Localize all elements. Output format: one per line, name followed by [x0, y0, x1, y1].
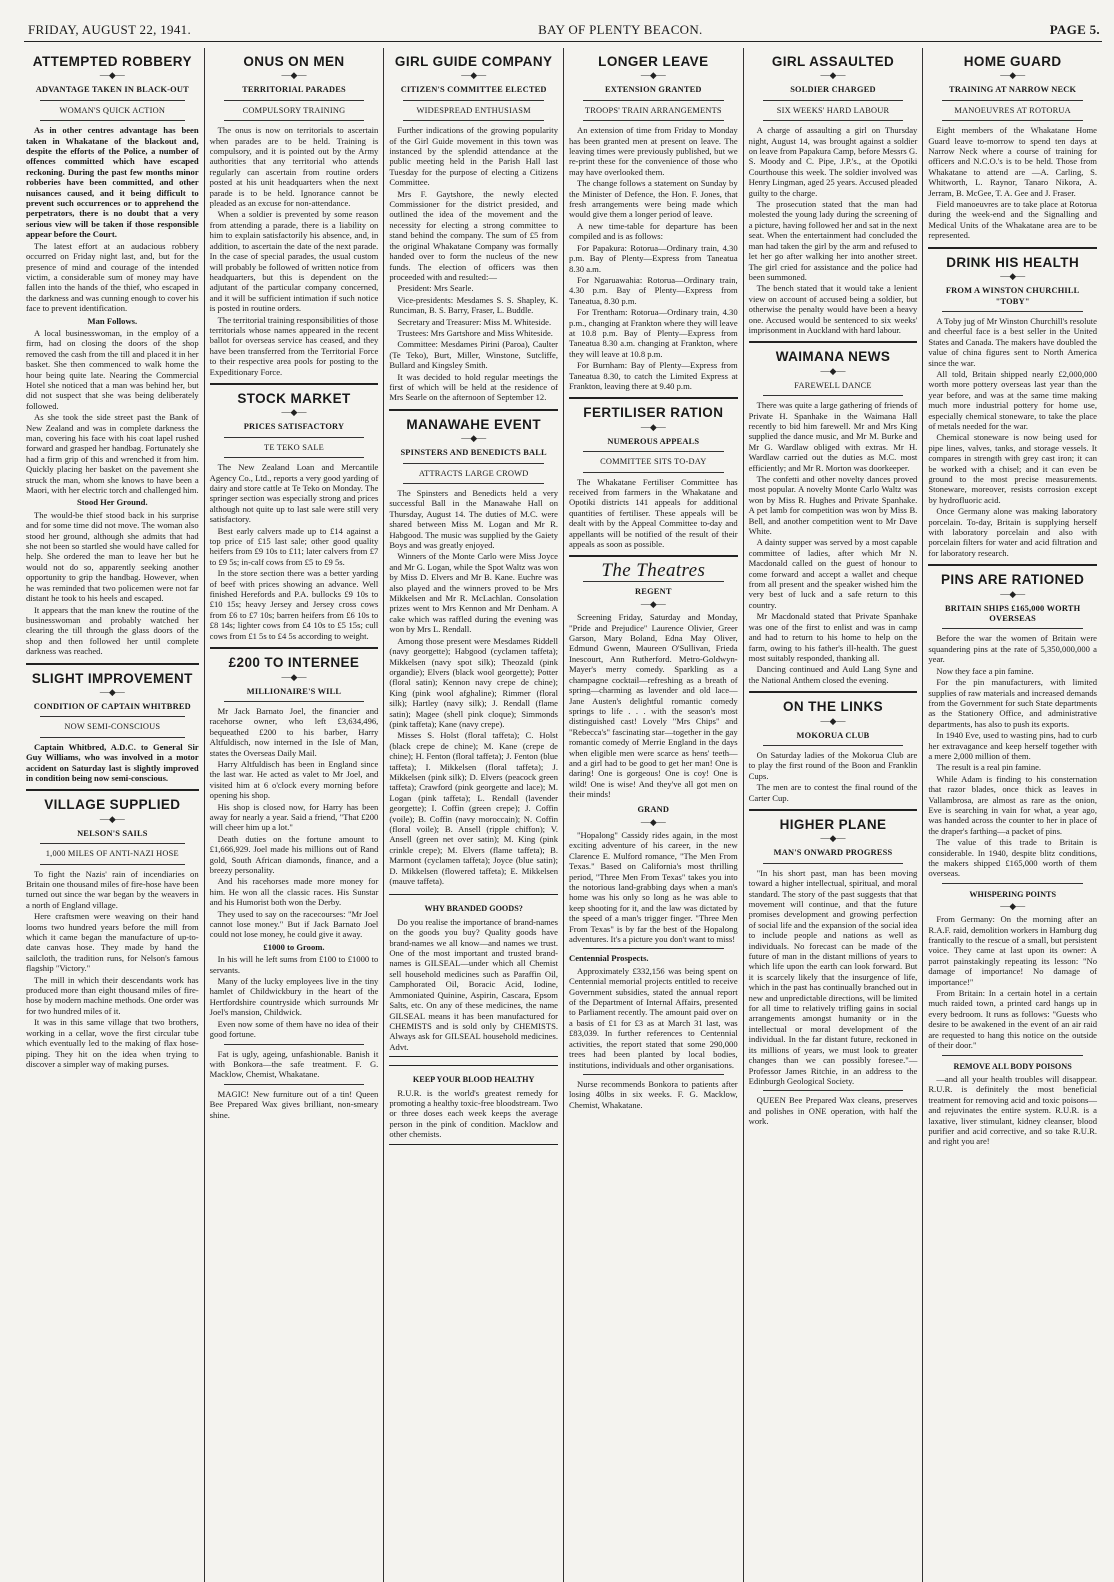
divider — [942, 883, 1083, 884]
ornament: —◆— — [1000, 588, 1026, 599]
ad-headline: KEEP YOUR BLOOD HEALTHY — [412, 1075, 535, 1085]
paragraph: They used to say on the racecourses: "Mr Joel cannot lose money." But if Jack Barnato Joel could not lose money, he could give it away. — [209, 908, 379, 940]
divider — [942, 100, 1083, 101]
advertisement-branded-goods — [389, 894, 558, 1057]
deck: MAN'S ONWARD PROGRESS — [773, 848, 893, 858]
column-5 — [743, 48, 923, 1582]
ornament: —◆— — [1000, 70, 1026, 81]
paragraph: Vice-presidents: Mesdames S. S. Shapley, K. Runciman, B. S. Barry, Fraser, L. Buddle. — [389, 294, 558, 316]
headline: ON THE LINKS — [782, 699, 884, 715]
divider — [40, 737, 185, 738]
divider — [403, 483, 544, 484]
divider — [40, 120, 185, 121]
advertisement-body-poisons — [928, 1062, 1097, 1147]
article-centennial-prospects — [569, 953, 738, 1069]
column-3 — [383, 48, 563, 1582]
deck: TRAINING AT NARROW NECK — [949, 85, 1077, 95]
newspaper-title: BAY OF PLENTY BEACON. — [538, 22, 703, 37]
paragraph: Screening Friday, Saturday and Monday, "Pride and Prejudice" Laurence Olivier, Greer Garson, Mary Boland, Edna May Oliver, Edmund Gwenn, Maureen O'Sullivan, Frieda Inescourt, Ann Rutherford. Metro-Goldwyn-Mayer's merry comedy. Sparkling as a champagne cocktail—refreshing as a breath of spring—charming as lavender and old lace—Jane Austen's delightful romantic comedy springs to life . . . with the season's most distinguished cast! Lovely "Mrs Chips" and "Rebecca's" fascinating star—together in the gay romantic comedy of Merrie England in the days when eligible men were scarce as hens' teeth—and a girl had to be good to get her man! One is daring! One is gorgeous! One is coy! One is wild! One is wise! And they've all got men on their minds! — [569, 612, 738, 800]
paragraph: A new time-table for departure has been compiled and is as follows: — [569, 220, 738, 242]
deck: NUMEROUS APPEALS — [607, 436, 700, 446]
deck: WOMAN'S QUICK ACTION — [59, 105, 166, 115]
subheading: Man Follows. — [87, 315, 138, 326]
deck: NELSON'S SAILS — [77, 828, 148, 838]
ad-headline: WHY BRANDED GOODS? — [424, 904, 523, 914]
paragraph: Mrs F. Gaytshore, the newly elected Commissioner for the district presided, and outlined the idea of the movement and the necessity for electing a strong committee to stand behind the company. The sum of £5 from the original Whakatane Company was formally handed over to form the nucleus of the new funds. The election of officers was then proceeded with and resulted:— — [389, 188, 558, 282]
ornament: —◆— — [820, 833, 846, 844]
subheading: Centennial Prospects. — [569, 953, 649, 964]
paragraph: It was in this same village that two brothers, working in a cellar, wove the first circular tube which eventually led to the making of flax hose-piping. They hit on the idea when trying to discover a simpler way of making purses. — [26, 1017, 199, 1069]
ornament: —◆— — [1000, 901, 1026, 912]
paragraph: In the store section there was a better yarding of beef with prices showing an advance. Well finished Herefords and P.A. bullocks £9 10s to £10 15s; heavy Jersey and Jersey cross cows from £6 to £7 10s; barren heifers from £6 10s to £8 14s; lighter cows from £4 10s to £5 15s; cull cows from £1 5s to £4 5s according to weight. — [209, 568, 379, 641]
paragraph: Many of the lucky employees live in the tiny hamlet of Childwickbury in the heart of the Hertfordshire countryside which surrounds Mr Joel's mansion, Childwick. — [209, 976, 379, 1018]
ornament: —◆— — [640, 816, 666, 827]
article-pins-are-rationed — [928, 572, 1097, 879]
ad-text: —and all your health troubles will disappear. R.U.R. is definitely the most beneficial treatment for removing acid and toxic poisons—and rejuvinates the entire system. R.U.R. is a laxative, liver stimulant, kidney cleanser, blood purifier and acid corrective, and so take R.U.R. and right you are! — [928, 1073, 1097, 1147]
article-longer-leave — [569, 54, 738, 391]
divider — [224, 100, 365, 101]
paragraph: As she took the side street past the Bank of New Zealand and was in complete darkness the man, covering his face with his coat lapel rushed forward and grasped her handbag. Fortunately she had a firm grip of this and wrenched it from him. Quickly placing her basket on the pavement she struck the man, whom she knows to have been a Maori, with her electric torch and challenged him. — [26, 412, 199, 496]
paragraph: The change follows a statement on Sunday by the Minister of Defence, the Hon. F. Jones, that fresh arrangements were being made which would give them a longer period of leave. — [569, 178, 738, 220]
ornament: —◆— — [640, 421, 666, 432]
ad-text: Do you realise the importance of brand-names on the goods you buy? Quality goods have brand-names we all know—and names we trust. One of the most important and trusted brand-names is GILSEAL—under which all Chemist sell household medicines such as Paraffin Oil, Camphorated Oil, Boracic Acid, Iodine, Ammoniated Quinine, Aspirin, Cascara, Epsom Salts, etc. On any of these medicines, the name GILSEAL means it has been manufactured for CHEMISTS and is sold only by CHEMISTS. Always ask for GILSEAL household medicines. Advt. — [389, 916, 558, 1052]
advertisement: QUEEN Bee Prepared Wax cleans, preserves and polishes in ONE operation, with half the work. — [748, 1095, 918, 1127]
divider — [224, 457, 365, 458]
divider — [583, 948, 724, 949]
deck: SOLDIER CHARGED — [790, 85, 876, 95]
deck: 1,000 MILES OF ANTI-NAZI HOSE — [45, 849, 179, 859]
deck: ATTRACTS LARGE CROWD — [418, 468, 529, 478]
deck: SPINSTERS AND BENEDICTS BALL — [400, 448, 547, 458]
ornament: —◆— — [461, 70, 487, 81]
headline: The Theatres — [601, 560, 706, 582]
ornament: —◆— — [281, 70, 307, 81]
column-rule — [569, 555, 738, 557]
divider — [763, 120, 904, 121]
paragraph: Mr Jack Barnato Joel, the financier and racehorse owner, who left £3,634,496, bequeathed £200 to his barber, Harry Altfuldisch, now interned in the Isle of Man, states the Overseas Daily Mail. — [209, 705, 379, 758]
headline: FERTILISER RATION — [583, 405, 724, 421]
column-rule — [569, 397, 738, 399]
ornament: —◆— — [281, 407, 307, 418]
column-rule — [210, 383, 379, 385]
paragraph: "Hopalong" Cassidy rides again, in the most exciting adventure of his career, in the new Clarence E. Mulford romance, "The Men From Texas." Based on California's most thrilling period, "Three Men From Texas" takes you into the notorious land-grabbing days when a man's home was his only so long as he was able to keep shooting for it, and the law was dictated by the speed of a man's trigger finger. "Three Men From Texas" is by far the best of the Hopalong adventures. It's a picture you don't want to miss! — [569, 829, 738, 945]
deck: BRITAIN SHIPS £165,000 WORTH OVERSEAS — [945, 603, 1081, 624]
article-on-the-links — [748, 699, 918, 803]
divider — [942, 311, 1083, 312]
article-village-supplied — [26, 797, 199, 1069]
advertisement: Fat is ugly, ageing, unfashionable. Banish it with Bonkora—the safe treatment. F. G. Macklow, Chemist, Whakatane. — [209, 1048, 379, 1080]
paragraph: The Whakatane Fertiliser Committee has received from farmers in the Whakatane and Opotiki districts 141 appeals for additional quantities of fertiliser. These appeals will be dealt with by the Appeal Committee to-day and appellants will be notified of the result of their appeals as soon as possible. — [569, 476, 738, 550]
paragraph: Harry Altfuldisch has been in England since the last war. He acted as valet to Mr Joel, and visited him at 6 o'clock every morning before opening his shop. — [209, 758, 379, 801]
article-whispering-points — [928, 890, 1097, 1051]
headline: ATTEMPTED ROBBERY — [32, 54, 192, 69]
paragraph: A dainty supper was served by a most capable committee of ladies, after which Mr N. Macdonald called on the guest of honour to come forward and accept a wallet and cheque from all present and the speaker wished him the very best of luck and a safe return to this country. — [748, 537, 918, 610]
headline: HOME GUARD — [963, 54, 1062, 69]
paragraph: It appears that the man knew the routine of the businesswoman and probably watched her clearing the till through the glass doors of the shop and then followed her until complete darkness was reached. — [26, 604, 199, 657]
paragraph: For Trentham: Rotorua—Ordinary train, 4.30 p.m., changing at Frankton where they will leave at 10.8 p.m. Bay of Plenty—Express from Taneatua 8.30 a.m. changing at Frankton, where they will leave at 10.8 p.m. — [569, 307, 738, 359]
paragraph: "In his short past, man has been moving toward a higher intellectual, spiritual, and moral standard. The story of the past suggests that that movement will continue, and that the future promises development and growing perfection of social life and the expansion of the social idea to include people and nations as well as individuals. No forecast can be made of the future of man in the distant millions of years to which life upon the earth can look forward. But it is scarcely likely that the insurgence of life, which in the past has continually branched out in new and unpredictable directions, will be limited for all time to relatively trifling gains in social arrangements amongst humanity or in the intellectual or moral development of the individual. In the far distant future, reckoned in its millions of years, we must look to greater changes than we can possibly foresee."—Professor James Ritchie, in an address to the Edinburgh Geological Society. — [748, 867, 918, 1086]
paragraph: The onus is now on territorials to ascertain when parades are to be held. Training is compulsory, and it is pointed out by the Army authorities that any territorial who attends regularly can ascertain from routine orders posted at his unit headquarters when the next parade is to be held. Ignorance cannot be pleaded as an excuse for non-attendance. — [209, 125, 379, 209]
headline: HIGHER PLANE — [779, 816, 887, 832]
ornament: —◆— — [640, 70, 666, 81]
paragraph: Death duties on the fortune amount to £1,666,929. Joel made his millions out of Rand gold, South African diamonds, finance, and a breezy personality. — [209, 833, 379, 875]
paragraph: His shop is closed now, for Harry has been away for nearly a year. Said a friend, "That £200 will cheer him up a lot." — [209, 801, 379, 833]
paragraph: The bench stated that it would take a lenient view on account of accused being a soldier, but otherwise the penalty would have been a heavy one. Accused would be sentenced to six weeks' imprisonment in Auckland with hard labour. — [748, 283, 918, 335]
ad-headline: REMOVE ALL BODY POISONS — [953, 1061, 1072, 1071]
deck: EXTENSION GRANTED — [604, 85, 702, 95]
paragraph: On Saturday ladies of the Mokorua Club are to play the first round of the Boon and Franklin Cups. — [748, 749, 918, 781]
headline: SLIGHT IMPROVEMENT — [31, 670, 193, 686]
divider — [224, 120, 365, 121]
paragraph: A local businesswoman, in the employ of a firm, had on closing the doors of the shop removed the cash from the till and placed it in her basket. She then commenced to walk home the hour being quite late. Nearing the Commercial Hotel she noticed that a man was behind her, but did not suspect that she was being deliberately followed. — [26, 327, 199, 411]
advertisement: Nurse recommends Bonkora to patients after losing 40lbs in six weeks. F. G. Macklow, Chemist, Whakatane. — [569, 1078, 738, 1110]
ornament: —◆— — [640, 599, 666, 610]
divider — [403, 120, 544, 121]
paragraph: Winners of the Monte Carlo were Miss Joyce and Mr G. Logan, while the Spot Waltz was won by Miss D. Elvers and Mr B. Kane. Euchre was also played and the winners proved to be Mrs Mikkelsen and Mr R. McLachlan. Consolation prizes went to Mrs Kennon and Mr Denham. A cake which was raffled during the evening was won by Mrs L. Rendall. — [389, 551, 558, 635]
headline: WAIMANA NEWS — [775, 349, 891, 365]
paragraph: For Ngaruawahia: Rotorua—Ordinary train, 4.30 p.m. Bay of Plenty—Express from Taneatua, 8.30 p.m. — [569, 274, 738, 306]
headline: ONUS ON MEN — [243, 54, 345, 69]
paragraph: When a soldier is prevented by some reason from attending a parade, there is a liability on him to explain satisfactorily his absence, and, in addition, to ascertain the date of the next parade. In the case of special parades, the usual custom will probably be followed of written notice from headquarters, but this is dependent on the adjutant of the particular company concerned, and it will be sufficient intimation if such notice is posted in routine orders. — [209, 209, 379, 314]
divider — [40, 843, 185, 844]
column-rule — [749, 809, 918, 811]
divider — [403, 100, 544, 101]
deck: TERRITORIAL PARADES — [242, 85, 346, 95]
deck: MANOEUVRES AT ROTORUA — [954, 105, 1071, 115]
deck: ADVANTAGE TAKEN IN BLACK-OUT — [35, 85, 189, 95]
paragraph: Best early calvers made up to £14 against a top price of £15 last sale; other good quality heifers from £9 10s to £11; later calvers from £7 to £9 5s; in-calf cows from £5 to £9 5s. — [209, 525, 379, 567]
divider — [763, 1090, 904, 1091]
advertisement: MAGIC! New furniture out of a tin! Queen Bee Prepared Wax gives brilliant, non-smeary shine. — [209, 1088, 379, 1120]
subheading: £1000 to Groom. — [263, 941, 325, 952]
headline: DRINK HIS HEALTH — [946, 254, 1080, 270]
ornament: —◆— — [281, 671, 307, 682]
deck: MOKORUA CLUB — [796, 730, 870, 740]
page-number: PAGE 5. — [1049, 22, 1100, 37]
paragraph: Here craftsmen were weaving on their hand looms two hundred years before the mill from which it came began the manufacture of up-to-date canvas hose. They made by hand the sailcloth, the tradition runs, for Nelson's famous flagship "Victory." — [26, 911, 199, 974]
paragraph: The would-be thief stood back in his surprise and for some time did not move. The woman also stood her ground, although she admits that had she not been so startled she would have called for help. She ordered the man to leave her but he would not do so, apparently seeking another opportunity to grip the handbag. However, when he was reminded that two policemen were not far distant he took to his heels and escaped. — [26, 509, 199, 604]
article-the-theatres — [569, 560, 738, 945]
deck: NOW SEMI-CONSCIOUS — [64, 722, 161, 732]
divider — [224, 1044, 365, 1045]
divider — [583, 100, 724, 101]
paragraph: Mr Macdonald stated that Private Spanhake was one of the first to enlist and was in camp and had to return to his home to help on the farm, owing to his father's ill-health. The guest most suitably responded, thanking all. — [748, 611, 918, 663]
article-waimana-news — [748, 349, 918, 685]
column-rule — [26, 663, 199, 665]
article-attempted-robbery — [26, 54, 199, 657]
paragraph: There was quite a large gathering of friends of Private H. Spanhake in the Waimana Hall recently to bid him farewell. Mr and Mrs King supplied the dance music, and Mr M. Burke and Mr G. Wardlaw obliged with extras. Mr H. Wardlaw carried out the duties as M.C. most efficiently; and Mr R. Morton was doorkeeper. — [748, 400, 918, 473]
article-girl-assaulted — [748, 54, 918, 335]
ornament: —◆— — [461, 433, 487, 444]
deck: MILLIONAIRE'S WILL — [246, 686, 342, 696]
paragraph: The New Zealand Loan and Mercantile Agency Co., Ltd., reports a very good yarding of dairy and store cattle at Te Teko on Monday. The springer section was especially strong and prices although not quite up to last sale were still very satisfactory. — [209, 462, 379, 525]
divider — [583, 451, 724, 452]
paragraph: An extension of time from Friday to Monday has been granted men at present on leave. The leaving times were previously published, but we re-print these for the convenience of those who may have overlooked them. — [569, 125, 738, 177]
paragraph: The confetti and other novelty dances proved most popular. A novelty Monte Carlo Waltz was won by Miss R. Hughes and Private Spanhake. A pet lamb for competition was won by Miss B. Bell, and another competition went to Mr Dave White. — [748, 474, 918, 537]
divider — [942, 120, 1083, 121]
paragraph: The mill in which their descendants work has produced more than eight thousand miles of fire-hose by modern machine methods. One order was for two hundred miles of it. — [26, 974, 199, 1016]
paragraph: It was decided to hold regular meetings the first of which will be held at the residence of Mrs Searle on the afternoon of September 12. — [389, 371, 558, 403]
divider — [763, 395, 904, 396]
ornament: —◆— — [820, 365, 846, 376]
columns — [24, 48, 1102, 1582]
paragraph: The result is a real pin famine. — [936, 762, 1042, 773]
column-6 — [922, 48, 1102, 1582]
ornament: —◆— — [820, 715, 846, 726]
headline: GIRL ASSAULTED — [771, 54, 895, 69]
article-home-guard — [928, 54, 1097, 241]
headline: VILLAGE SUPPLIED — [44, 797, 181, 813]
deck: TE TEKO SALE — [264, 442, 324, 452]
column-rule — [749, 691, 918, 693]
divider — [763, 100, 904, 101]
divider — [224, 701, 365, 702]
masthead — [24, 22, 1102, 42]
divider — [403, 463, 544, 464]
paragraph: For Papakura: Rotorua—Ordinary train, 4.30 p.m. Bay of Plenty—Express from Taneatua 8.30 a.m. — [569, 242, 738, 274]
headline: PINS ARE RATIONED — [941, 572, 1085, 588]
deck: COMPULSORY TRAINING — [242, 105, 346, 115]
column-2 — [204, 48, 384, 1582]
lead-paragraph: Captain Whitbred, A.D.C. to General Sir Guy Williams, who was involved in a motor accident on Saturday last is slightly improved in condition being now semi-conscious. — [26, 741, 199, 783]
paragraph: The latest effort at an audacious robbery occurred on Friday night last, and, but for the presence of mind and courage of the intended victim, a considerable sum of money may have fallen into the hands of the thief, who escaped in the darkness and was cunning enough to cover his face to prevent identification. — [26, 240, 199, 314]
paragraph: The territorial training responsibilities of those territorials whose names appeared in the recent ballot for overseas service has ceased, and they have been transferred from the Territorial Force to their respective area pools for posting to the Expeditionary Force. — [209, 314, 379, 377]
divider — [224, 437, 365, 438]
ornament: —◆— — [1000, 271, 1026, 282]
deck: FAREWELL DANCE — [794, 380, 872, 390]
advertisement-blood-healthy — [389, 1065, 558, 1144]
deck: FROM A WINSTON CHURCHILL "TOBY" — [945, 286, 1080, 306]
divider — [224, 1084, 365, 1085]
paragraph: A Toby jug of Mr Winston Churchill's resolute and cheerful face is a best seller in the United States and Canada. The makers have doubled the value of china figures sent to North America since the war. — [928, 315, 1097, 368]
headline: £200 TO INTERNEE — [228, 655, 360, 671]
paragraph: President: Mrs Searle. — [397, 283, 474, 294]
headline: MANAWAHE EVENT — [406, 416, 541, 432]
column-rule — [210, 647, 379, 649]
divider — [763, 863, 904, 864]
column-rule — [389, 409, 558, 411]
ornament: —◆— — [820, 70, 846, 81]
deck: TROOPS' TRAIN ARRANGEMENTS — [584, 105, 722, 115]
paragraph: Chemical stoneware is now being used for pipe lines, valves, tanks, and storage vessels. It compares in strength with grey cast iron; it can be worked with a chisel; and it can even be ground to the most precise measurements. Stoneware, moreover, resists corrosion except by hydrofluoric acid. — [928, 432, 1097, 505]
paragraph: The men are to contest the final round of the Carter Cup. — [748, 782, 918, 803]
article-fertiliser-ration — [569, 405, 738, 550]
article-girl-guide-company — [389, 54, 558, 403]
lead-paragraph: As in other centres advantage has been taken in Whakatane of the blackout and, despite the efforts of the Police, a number of offences committed which have escaped reckoning. During the past few months minor robberies have been committed, and other nuisances caused, and it being difficult to prevent such occurrences or to apprehend the perpetrators, there is no doubt that a very serious view will be taken if those responsible appear before the Court. — [26, 125, 199, 240]
divider — [40, 100, 185, 101]
column-rule — [928, 247, 1097, 249]
column-rule — [26, 789, 199, 791]
paragraph: Committee: Mesdames Pirini (Paroa), Caulter (Te Teko), Burt, Miller, Winstone, Sutcliffe, Bullard and Kingsley Smith. — [389, 339, 558, 371]
headline: GIRL GUIDE COMPANY — [394, 54, 553, 69]
deck: REGENT — [635, 586, 672, 596]
article-200-to-internee — [209, 655, 379, 1040]
column-rule — [749, 341, 918, 343]
paragraph: And his racehorses made more money for him. He won all the classic races. His Sunstar and his Humorist both won the Derby. — [209, 876, 379, 908]
paragraph: Even now some of them have no idea of their good fortune. — [209, 1018, 379, 1040]
headline: LONGER LEAVE — [598, 54, 709, 69]
paragraph: The value of this trade to Britain is considerable. In 1940, despite blitz conditions, the makers shipped £165,000 worth of them overseas. — [928, 837, 1097, 879]
issue-date: FRIDAY, AUGUST 22, 1941. — [28, 22, 191, 37]
ornament: —◆— — [99, 686, 125, 697]
headline: STOCK MARKET — [237, 390, 351, 406]
paragraph: From Germany: On the morning after an R.A.F. raid, demolition workers in Hamburg dug frantically to the rescue of a small, but persistent voice. They came at last upon its owner: A parrot painstakingly repeating its lesson: "No damage of importance! No damage of importance!" — [928, 914, 1097, 987]
ad-text: R.U.R. is the world's greatest remedy for promoting a healthy toxic-free bloodstream. Two or three doses each week keeps the average person in the pink of condition. Macklow and other chemists. — [389, 1087, 559, 1140]
paragraph: A charge of assaulting a girl on Thursday night, August 14, was brought against a soldier on leave from Papakura Camp, before Messrs G. S. Moody and C. Pipe, J.P.'s., at the Opotiki Courthouse this week. The soldier involved was Henry Lingman, aged 25 years. Accused pleaded guilty to the charge. — [748, 125, 918, 198]
deck: PRICES SATISFACTORY — [243, 422, 345, 432]
divider — [583, 472, 724, 473]
paragraph: The Spinsters and Benedicts held a very successful Ball in the Manawahe Hall on Thursday, August 14. The duties of M.C. were shared between Miss M. Logan and Mr R. Habgood. The music was supplied by the Gaiety Boys and was greatly enjoyed. — [389, 488, 558, 551]
article-onus-on-men — [209, 54, 379, 377]
paragraph: Misses S. Holst (floral taffeta); C. Holst (black crepe de chine); M. Kane (crepe de chine); H. Fenton (floral taffeta); J. Fenton (blue taffeta); I. Mikkelsen (floral taffeta); J. Mikkelsen (pink silk); D. Elvers (peacock green taffeta); Crawford (pink georgette and lace); M. Logan (pink taffeta); L. Rendall (lavender georgette); I. Coffin (green crepe); J. Coffin (voile); B. Coffin (navy moroccain); N. Coffin (floral voile); B. Ansell (ripple chiffon); V. Ansell (green net over satin); M. King (pink crinkle crepe); M. Elvers (flame taffeta); B. Marmont (cyclamen taffeta); Joyce (blue satin); D. Mikkelsen (flowered taffeta); E. Mikkelsen (mauve taffeta). — [389, 730, 558, 887]
column-rule — [928, 564, 1097, 566]
paragraph: In his will he left sums from £100 to £1000 to servants. — [209, 954, 379, 975]
deck: CONDITION OF CAPTAIN WHITBRED — [33, 701, 191, 711]
divider — [942, 628, 1083, 629]
paragraph: Further indications of the growing popularity of the Girl Guide movement in this town was instanced by the splendid attendance at the public meeting held in the Parish Hall last Tuesday for the purpose of electing a Citizens Committee. — [389, 125, 558, 188]
subheading: Stood Her Ground. — [77, 497, 148, 508]
paragraph: In 1940 Eve, used to wasting pins, had to curb her extravagance and keep herself together with a mere 2,000 million of them. — [928, 730, 1097, 761]
paragraph: Before the war the women of Britain were squandering pins at the rate of 5,350,000,000 a year. — [928, 633, 1097, 665]
divider — [583, 120, 724, 121]
divider — [763, 745, 904, 746]
headline: WHISPERING POINTS — [969, 889, 1056, 899]
article-higher-plane — [748, 816, 918, 1086]
column-1 — [24, 48, 204, 1582]
paragraph: Dancing continued and Auld Lang Syne and the National Anthem closed the evening. — [748, 664, 918, 685]
paragraph: To fight the Nazis' rain of incendiaries on Britain one thousand miles of fire-hose have been turned out since the war began by the weavers in a north of England village. — [26, 868, 199, 910]
paragraph: While Adam is finding to his consternation that razor blades, once thick as leaves in Vallambrosa, are almost as rare as the onion, Eve is searching in vain for what, a year ago, was handed across the counter to her in place of the draper's farthing—a packet of pins. — [928, 773, 1097, 836]
deck: CITIZEN'S COMMITTEE ELECTED — [400, 85, 547, 95]
article-manawahe-event — [389, 416, 558, 887]
deck: WIDESPREAD ENTHUSIASM — [416, 105, 531, 115]
paragraph: For Burnham: Bay of Plenty—Express from Taneatua 8.30, to catch the Limited Express at Frankton, leaving there at 9.40 p.m. — [569, 360, 738, 391]
ornament: —◆— — [99, 70, 125, 81]
paragraph: Approximately £332,156 was being spent on Centennial memorial projects entitled to receive Government subsidies, stated the annual report of the Department of Internal Affairs, presented to Parliament recently. The amount paid over on a basis of £1 for £3 as at March 31 last, was £83,039. In further references to Centennial activities, the report stated that some 290,000 trees had been planted by local bodies, institutions, individuals and other organisations. — [569, 965, 738, 1070]
paragraph: Secretary and Treasurer: Miss M. Whiteside. — [397, 316, 552, 327]
paragraph: Now they face a pin famine. — [936, 665, 1034, 676]
divider — [583, 1074, 724, 1075]
paragraph: Trustees: Mrs Gartshore and Miss Whiteside. — [397, 327, 553, 338]
paragraph: Eight members of the Whakatane Home Guard leave to-morrow to spend ten days at Narrow Neck where a course of training for officers and N.C.O.'s is to be held. Those from Whakatane to attend are —A. Carling, S. Whitworth, L. Raynor, Tanaro Nikora, A. Jerram, B. McGee, T. A. Gee and J. Fraser. — [928, 125, 1097, 198]
paragraph: Among those present were Mesdames Riddell (navy georgette); Habgood (cyclamen taffeta); Mikkelsen (navy spot silk); Theozald (pink organdie); Elvers (black wool georgette); Potter (floral satin); Kennon navy crepe de chine); King (pink wool afghaline); Rimmer (floral silk); Hartley (navy silk); J. Rendall (flame satin); Magee (shell pink cloque); Simmonds (pink taffeta); Kane (navy crepe). — [389, 635, 558, 729]
divider — [40, 864, 185, 865]
deck: COMMITTEE SITS TO-DAY — [600, 457, 707, 467]
paragraph: All told, Britain shipped nearly £2,000,000 worth more pottery overseas last year than the year before, and was at the same time making much more industrial pottery for home use, especially chemical stoneware, to take the place of metals needed for the war. — [928, 368, 1097, 431]
paragraph: Field manoeuvres are to take place at Rotorua during the week-end and the Signalling and Medical Units of the Whakatane area are to be represented. — [928, 199, 1097, 241]
column-4 — [563, 48, 743, 1582]
article-drink-his-health — [928, 254, 1097, 559]
paragraph: Once Germany alone was making laboratory porcelain. To-day, Britain is supplying herself with laboratory porcelain and also with porcelain filters for water and acid filtration and for laboratory research. — [928, 506, 1097, 558]
deck: SIX WEEKS' HARD LABOUR — [776, 105, 890, 115]
ornament: —◆— — [99, 813, 125, 824]
deck: GRAND — [637, 804, 670, 814]
paragraph: The prosecution stated that the man had molested the young lady during the screening of a picture, having followed her and sat in the next seat. When the entertainment had concluded the man had taken the girl by the arm and refused to let her go after walking her into another street. The girl cried for assistance and the police had been summoned. — [748, 199, 918, 282]
paragraph: From Britain: In a certain hotel in a certain much raided town, a printed card hangs up in every bedroom. It runs as follows: "Guests who desire to be awakened in the event of an air raid are requested to hang this notice on the outside of their door." — [928, 988, 1097, 1051]
article-slight-improvement — [26, 670, 199, 784]
divider — [40, 716, 185, 717]
article-stock-market — [209, 390, 379, 641]
divider — [942, 1055, 1083, 1056]
paragraph: For the pin manufacturers, with limited supplies of raw materials and increased demands from the Government for such State departments as the Stationery Office, and administrative departments, has also to push its exports. — [928, 677, 1097, 729]
